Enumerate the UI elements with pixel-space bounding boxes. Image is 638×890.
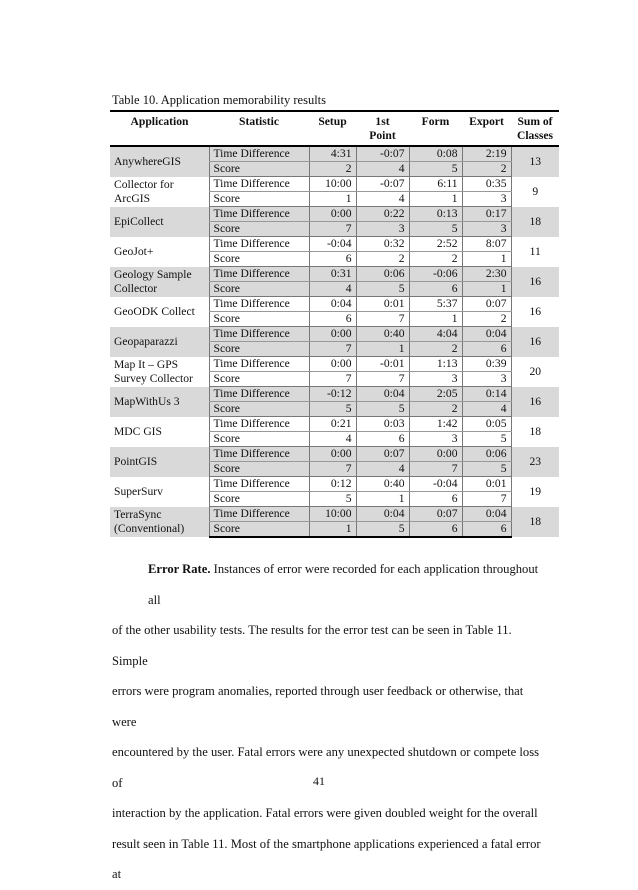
time-difference-cell: 0:17	[462, 207, 511, 222]
time-difference-cell: 0:00	[309, 357, 356, 372]
time-difference-cell: 5:37	[409, 297, 462, 312]
statistic-label: Time Difference	[209, 417, 309, 432]
header-application: Application	[110, 111, 209, 146]
time-difference-cell: -0:07	[356, 146, 409, 162]
time-difference-cell: 4:31	[309, 146, 356, 162]
sum-of-classes-cell: 19	[529, 484, 542, 498]
table-row-time	[110, 327, 559, 342]
score-cell: 6	[309, 312, 356, 327]
time-difference-cell: -0:06	[409, 267, 462, 282]
score-cell: 1	[309, 192, 356, 207]
statistic-label: Time Difference	[209, 477, 309, 492]
time-difference-cell: -0:01	[356, 357, 409, 372]
time-difference-cell: 0:04	[462, 507, 511, 522]
time-difference-cell: 0:08	[409, 146, 462, 162]
application-name: Map It – GPS Survey Collector	[114, 357, 193, 385]
time-difference-cell: 8:07	[462, 237, 511, 252]
body-line-4: encountered by the user. Fatal errors were any unexpected shutdown or compete loss of	[112, 745, 540, 790]
score-cell: 1	[356, 492, 409, 507]
sum-of-classes-cell: 16	[511, 267, 559, 297]
score-cell: 1	[309, 522, 356, 538]
time-difference-cell: 1:13	[409, 357, 462, 372]
score-cell: 5	[409, 162, 462, 177]
sum-of-classes-cell: 18	[511, 507, 559, 538]
body-line-1: Error Rate. Instances of error were recorded for each application throughout all	[148, 562, 539, 607]
table-caption: Table 10. Application memorability results	[112, 93, 327, 107]
score-cell: 6	[462, 522, 511, 538]
time-difference-cell: -0:12	[309, 387, 356, 402]
score-cell: 2	[409, 402, 462, 417]
application-name: Collector for ArcGIS	[114, 177, 174, 205]
table-row-time	[110, 357, 559, 372]
score-cell: 6	[409, 492, 462, 507]
score-cell: 1	[409, 192, 462, 207]
score-cell: 4	[309, 432, 356, 447]
time-difference-cell: -0:07	[356, 177, 409, 192]
statistic-label: Time Difference	[209, 146, 309, 162]
time-difference-cell: 0:40	[356, 327, 409, 342]
statistic-label: Score	[209, 192, 309, 207]
table-row-time	[110, 507, 559, 522]
statistic-label: Score	[209, 282, 309, 297]
statistic-label: Score	[209, 312, 309, 327]
table-row-time	[110, 447, 559, 462]
body-line-6: result seen in Table 11. Most of the smartphone applications experienced a fatal error at	[112, 836, 541, 881]
table-row-time	[110, 417, 559, 432]
memorability-table	[110, 110, 559, 538]
table-row-time	[110, 477, 559, 492]
header-sum-of-classes: Sum of Classes	[511, 111, 559, 146]
score-cell: 5	[356, 522, 409, 538]
score-cell: 3	[462, 192, 511, 207]
statistic-label: Score	[209, 162, 309, 177]
application-name: TerraSync (Conventional)	[110, 507, 209, 538]
body-line-3: errors were program anomalies, reported through user feedback or otherwise, that were	[112, 684, 524, 729]
application-name: Geopaparazzi	[110, 327, 209, 357]
application-name: SuperSurv	[114, 484, 163, 498]
score-cell: 5	[462, 462, 511, 477]
time-difference-cell: 0:06	[462, 447, 511, 462]
header-export: Export	[462, 111, 511, 146]
table-row-time	[110, 267, 559, 282]
sum-of-classes-cell: 11	[529, 244, 541, 258]
score-cell: 7	[409, 462, 462, 477]
time-difference-cell: 0:00	[309, 207, 356, 222]
statistic-label: Time Difference	[209, 237, 309, 252]
statistic-label: Time Difference	[209, 507, 309, 522]
statistic-label: Score	[209, 432, 309, 447]
time-difference-cell: -0:04	[309, 237, 356, 252]
time-difference-cell: 2:52	[409, 237, 462, 252]
statistic-label: Time Difference	[209, 357, 309, 372]
statistic-label: Time Difference	[209, 207, 309, 222]
application-name: GeoODK Collect	[114, 304, 195, 318]
score-cell: 2	[409, 252, 462, 267]
time-difference-cell: 0:35	[462, 177, 511, 192]
statistic-label: Time Difference	[209, 297, 309, 312]
time-difference-cell: 0:04	[356, 507, 409, 522]
time-difference-cell: 0:00	[309, 327, 356, 342]
score-cell: 4	[356, 462, 409, 477]
score-cell: 5	[309, 402, 356, 417]
time-difference-cell: 0:04	[462, 327, 511, 342]
table-row-time	[110, 237, 559, 252]
time-difference-cell: 0:13	[409, 207, 462, 222]
sum-of-classes-cell: 16	[511, 387, 559, 417]
time-difference-cell: 1:42	[409, 417, 462, 432]
page-number: 41	[313, 774, 325, 788]
statistic-label: Score	[209, 222, 309, 237]
score-cell: 1	[409, 312, 462, 327]
score-cell: 6	[309, 252, 356, 267]
score-cell: 7	[309, 462, 356, 477]
time-difference-cell: 0:31	[309, 267, 356, 282]
application-name: MapWithUs 3	[110, 387, 209, 417]
table-header-row	[110, 111, 559, 146]
table-row-time	[110, 146, 559, 162]
score-cell: 6	[409, 282, 462, 297]
time-difference-cell: 0:03	[356, 417, 409, 432]
application-name: AnywhereGIS	[110, 146, 209, 177]
time-difference-cell: 0:12	[309, 477, 356, 492]
score-cell: 6	[462, 342, 511, 357]
body-line-5: interaction by the application. Fatal errors were given doubled weight for the overall	[112, 806, 538, 820]
sum-of-classes-cell: 20	[529, 364, 542, 378]
section-heading: Error Rate.	[148, 562, 211, 576]
time-difference-cell: -0:04	[409, 477, 462, 492]
statistic-label: Score	[209, 522, 309, 538]
statistic-label: Score	[209, 402, 309, 417]
time-difference-cell: 10:00	[309, 507, 356, 522]
score-cell: 7	[356, 372, 409, 387]
score-cell: 7	[309, 342, 356, 357]
time-difference-cell: 6:11	[409, 177, 462, 192]
header-first-point: 1st Point	[356, 111, 409, 146]
statistic-label: Score	[209, 492, 309, 507]
time-difference-cell: 10:00	[309, 177, 356, 192]
time-difference-cell: 0:01	[356, 297, 409, 312]
time-difference-cell: 2:05	[409, 387, 462, 402]
time-difference-cell: 0:00	[409, 447, 462, 462]
time-difference-cell: 0:07	[409, 507, 462, 522]
score-cell: 2	[409, 342, 462, 357]
score-cell: 7	[356, 312, 409, 327]
sum-of-classes-cell: 18	[511, 207, 559, 237]
statistic-label: Score	[209, 252, 309, 267]
application-name: Geology Sample Collector	[110, 267, 209, 297]
statistic-label: Score	[209, 372, 309, 387]
sum-of-classes-cell: 23	[511, 447, 559, 477]
score-cell: 1	[462, 252, 511, 267]
score-cell: 2	[462, 162, 511, 177]
time-difference-cell: 0:21	[309, 417, 356, 432]
application-name: MDC GIS	[114, 424, 162, 438]
score-cell: 4	[356, 162, 409, 177]
score-cell: 5	[356, 282, 409, 297]
header-statistic: Statistic	[209, 111, 309, 146]
time-difference-cell: 0:00	[309, 447, 356, 462]
sum-of-classes-cell: 13	[511, 146, 559, 177]
header-form: Form	[409, 111, 462, 146]
statistic-label: Score	[209, 342, 309, 357]
statistic-label: Score	[209, 462, 309, 477]
score-cell: 2	[356, 252, 409, 267]
time-difference-cell: 0:04	[309, 297, 356, 312]
score-cell: 7	[309, 222, 356, 237]
time-difference-cell: 0:32	[356, 237, 409, 252]
time-difference-cell: 2:30	[462, 267, 511, 282]
time-difference-cell: 0:14	[462, 387, 511, 402]
score-cell: 3	[409, 372, 462, 387]
score-cell: 7	[309, 372, 356, 387]
score-cell: 5	[409, 222, 462, 237]
application-name: GeoJot+	[114, 244, 154, 258]
time-difference-cell: 0:07	[356, 447, 409, 462]
score-cell: 7	[462, 492, 511, 507]
header-setup: Setup	[309, 111, 356, 146]
statistic-label: Time Difference	[209, 387, 309, 402]
application-name: EpiCollect	[110, 207, 209, 237]
statistic-label: Time Difference	[209, 327, 309, 342]
score-cell: 4	[356, 192, 409, 207]
sum-of-classes-cell: 18	[529, 424, 542, 438]
time-difference-cell: 0:22	[356, 207, 409, 222]
sum-of-classes-cell: 16	[529, 304, 542, 318]
score-cell: 1	[462, 282, 511, 297]
body-line-2: of the other usability tests. The results for the error test can be seen in Table 11. Simple	[112, 623, 512, 668]
sum-of-classes-cell: 16	[511, 327, 559, 357]
table-body	[110, 146, 559, 537]
score-cell: 4	[462, 402, 511, 417]
statistic-label: Time Difference	[209, 447, 309, 462]
time-difference-cell: 0:06	[356, 267, 409, 282]
time-difference-cell: 0:40	[356, 477, 409, 492]
score-cell: 3	[462, 372, 511, 387]
score-cell: 6	[356, 432, 409, 447]
sum-of-classes-cell: 9	[532, 184, 539, 198]
time-difference-cell: 4:04	[409, 327, 462, 342]
score-cell: 5	[356, 402, 409, 417]
table-row-time	[110, 207, 559, 222]
score-cell: 5	[309, 492, 356, 507]
body-paragraph	[112, 554, 542, 890]
table-row-time	[110, 297, 559, 312]
score-cell: 5	[462, 432, 511, 447]
score-cell: 3	[462, 222, 511, 237]
statistic-label: Time Difference	[209, 267, 309, 282]
score-cell: 1	[356, 342, 409, 357]
time-difference-cell: 0:07	[462, 297, 511, 312]
time-difference-cell: 0:01	[462, 477, 511, 492]
application-name: PointGIS	[110, 447, 209, 477]
time-difference-cell: 2:19	[462, 146, 511, 162]
score-cell: 4	[309, 282, 356, 297]
score-cell: 6	[409, 522, 462, 538]
score-cell: 2	[462, 312, 511, 327]
statistic-label: Time Difference	[209, 177, 309, 192]
time-difference-cell: 0:04	[356, 387, 409, 402]
time-difference-cell: 0:05	[462, 417, 511, 432]
score-cell: 3	[409, 432, 462, 447]
score-cell: 2	[309, 162, 356, 177]
score-cell: 3	[356, 222, 409, 237]
table-row-time	[110, 177, 559, 192]
time-difference-cell: 0:39	[462, 357, 511, 372]
table-row-time	[110, 387, 559, 402]
